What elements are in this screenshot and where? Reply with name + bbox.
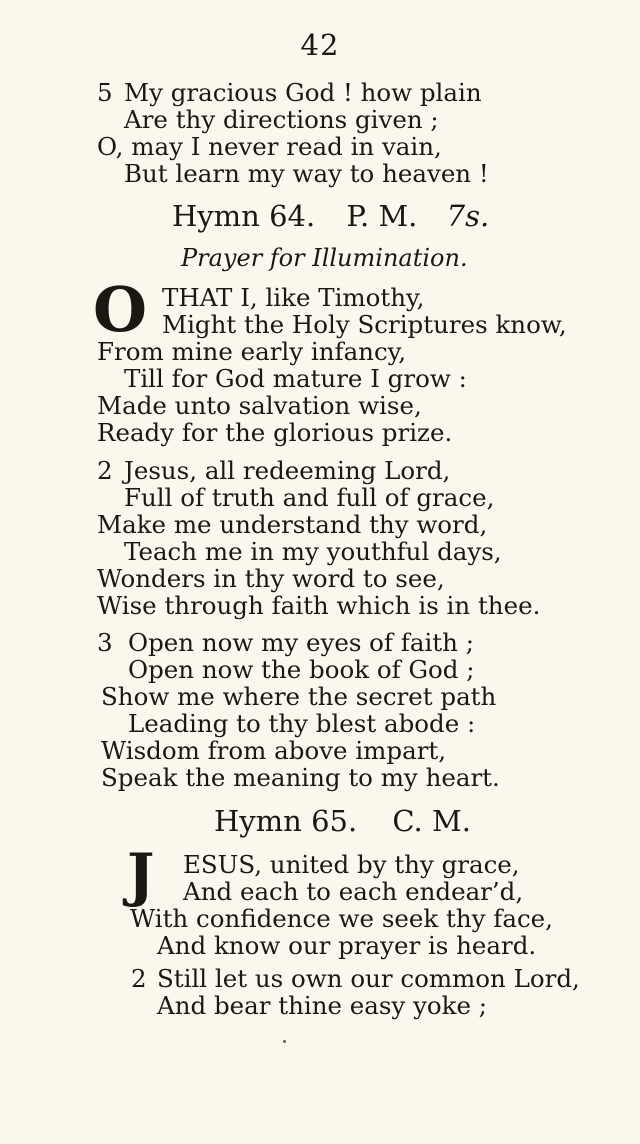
verse-line: Wonders in thy word to see, (97, 564, 445, 593)
verse-line: Wisdom from above impart, (101, 736, 447, 765)
page-number: 42 (300, 28, 340, 62)
hymn-meter-note: 7s. (446, 199, 490, 233)
verse-line: Leading to thy blest abode : (128, 709, 476, 738)
verse-line: Are thy directions given ; (124, 105, 439, 134)
verse-line: Make me understand thy word, (97, 510, 488, 539)
hymn-heading (172, 200, 489, 232)
hymn-subtitle: Prayer for Illumination. (181, 244, 468, 272)
drop-cap: J (127, 841, 155, 909)
verse-line: With confidence we seek thy face, (130, 904, 553, 933)
verse-line: Open now my eyes of faith ; (128, 628, 474, 657)
verse-line: Show me where the secret path (101, 682, 497, 711)
verse-line: And bear thine easy yoke ; (157, 991, 488, 1020)
hymn-heading (214, 805, 471, 837)
hymn-title: Hymn 64. (172, 199, 316, 233)
verse-line: O, may I never read in vain, (97, 132, 442, 161)
verse-line: Might the Holy Scriptures know, (162, 310, 567, 339)
stanza-number: 5 (97, 78, 113, 107)
verse-line: Still let us own our common Lord, (157, 964, 580, 993)
verse-line: But learn my way to heaven ! (124, 159, 489, 188)
verse-line: ESUS, united by thy grace, (183, 850, 520, 879)
verse-line: Till for God mature I grow : (124, 364, 467, 393)
drop-cap: O (93, 273, 148, 346)
verse-line: And know our prayer is heard. (157, 931, 537, 960)
verse-line: THAT I, like Timothy, (162, 283, 425, 312)
verse-line: Ready for the glorious prize. (97, 418, 453, 447)
verse-line: Speak the meaning to my heart. (101, 763, 500, 792)
stanza-number: 2 (97, 456, 113, 485)
verse-line: From mine early infancy, (97, 337, 407, 366)
hymn-meter: C. M. (392, 804, 471, 838)
verse-line: And each to each endear’d, (183, 877, 524, 906)
verse-line: My gracious God ! how plain (124, 78, 482, 107)
stanza-number: 2 (131, 964, 147, 993)
verse-line: Full of truth and full of grace, (124, 483, 495, 512)
hymn-meter: P. M. (346, 199, 418, 233)
verse-line: Made unto salvation wise, (97, 391, 422, 420)
verse-line: Wise through faith which is in thee. (97, 591, 541, 620)
verse-line: Teach me in my youthful days, (124, 537, 502, 566)
hymn-title: Hymn 65. (214, 804, 358, 838)
verse-line: Jesus, all redeeming Lord, (124, 456, 451, 485)
verse-line: Open now the book of God ; (128, 655, 475, 684)
stanza-number: 3 (97, 628, 113, 657)
ink-speck (283, 1040, 286, 1043)
